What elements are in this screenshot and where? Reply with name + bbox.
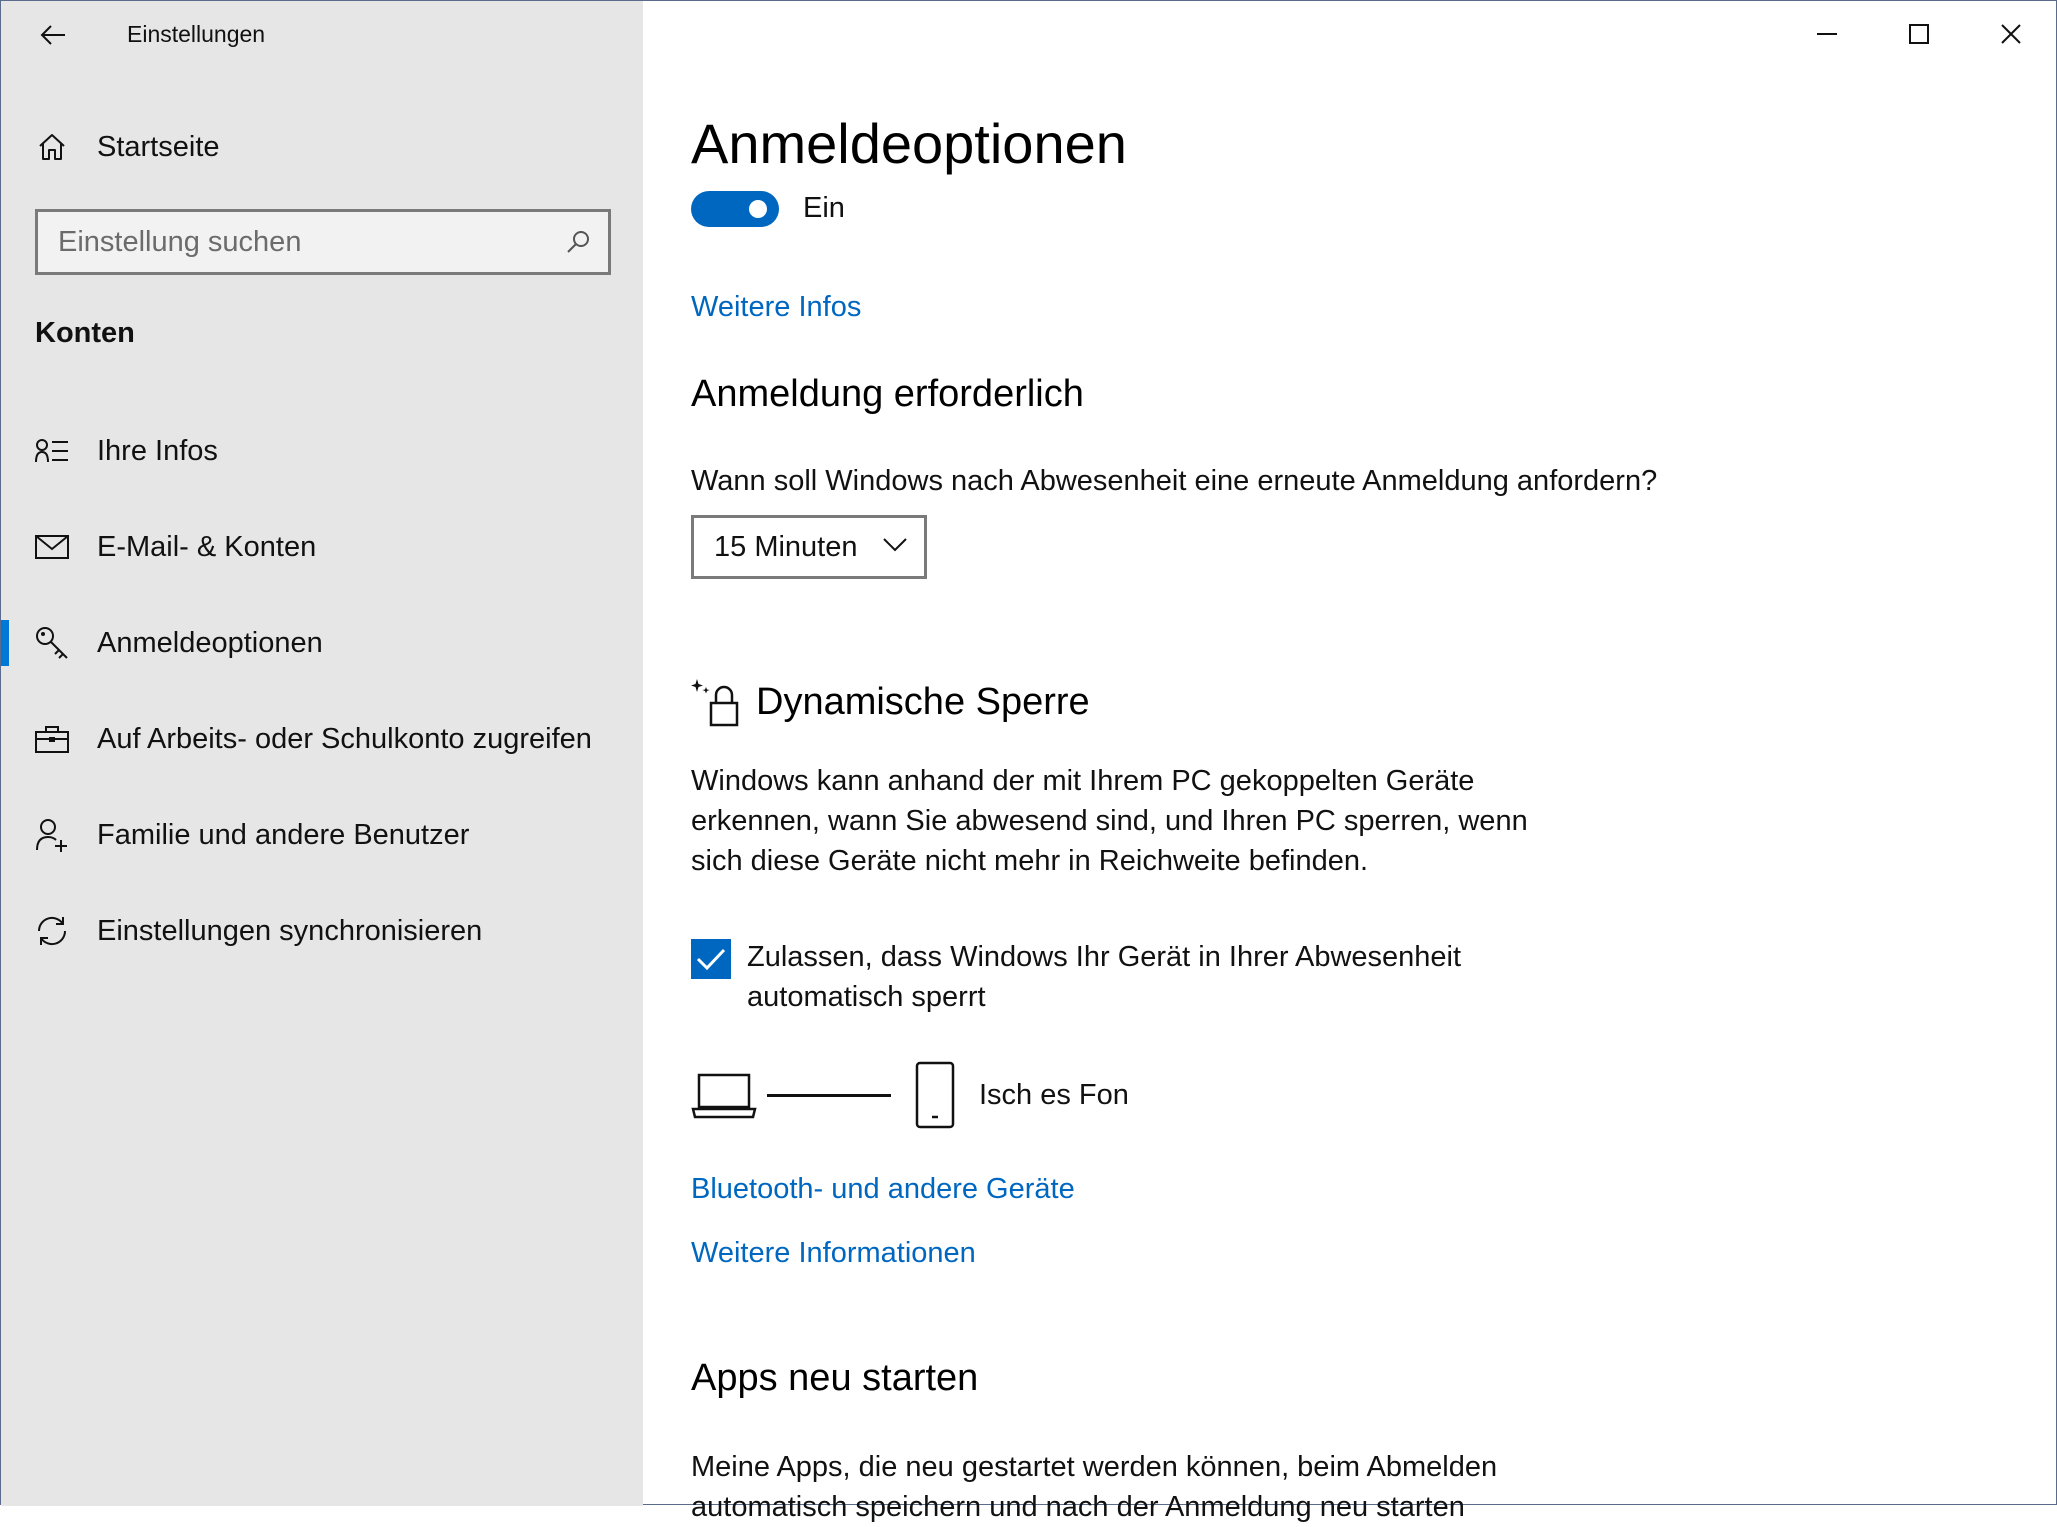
- dynamic-lock-description-line-1: Windows kann anhand der mit Ihrem PC gekoppelten Geräte: [691, 765, 1475, 797]
- toggle-knob: [749, 200, 767, 218]
- checkbox-label-line-1: Zulassen, dass Windows Ihr Gerät in Ihrer Abwesenheit: [747, 941, 1462, 973]
- app-title: Einstellungen: [127, 21, 266, 47]
- mail-icon: [31, 526, 73, 568]
- key-icon: [31, 622, 73, 664]
- add-user-icon: [31, 814, 73, 856]
- sidebar-item-label: E-Mail- & Konten: [97, 530, 317, 563]
- search-box: [35, 209, 611, 275]
- selection-indicator: [1, 620, 9, 666]
- search-icon[interactable]: [548, 212, 608, 272]
- paired-device-row: [691, 1061, 1391, 1131]
- home-button[interactable]: [31, 121, 611, 173]
- sidebar-item-synchronisieren[interactable]: [1, 896, 643, 966]
- dynamic-lock-heading: Dynamische Sperre: [756, 681, 1090, 723]
- restart-apps-description-line-1: Meine Apps, die neu gestartet werden können, beim Abmelden: [691, 1451, 1498, 1483]
- paired-device-name: Isch es Fon: [979, 1079, 1129, 1111]
- sidebar-item-label: Ihre Infos: [97, 434, 218, 467]
- sync-icon: [31, 910, 73, 952]
- dynamic-lock-description-line-3: sich diese Geräte nicht mehr in Reichweite befinden.: [691, 845, 1369, 877]
- back-arrow-icon: [40, 24, 66, 46]
- sidebar-item-label: Familie und andere Benutzer: [97, 818, 470, 851]
- toggle-state-label: Ein: [803, 192, 845, 224]
- laptop-icon: [691, 1073, 757, 1119]
- sidebar-item-familie[interactable]: [1, 800, 643, 870]
- restart-apps-heading: Apps neu starten: [691, 1357, 979, 1399]
- sidebar-item-label: Auf Arbeits- oder Schulkonto zugreifen: [97, 722, 592, 755]
- dynamic-lock-icon: [691, 677, 741, 727]
- sidebar-item-email[interactable]: [1, 512, 643, 582]
- dynamic-lock-description-line-2: erkennen, wann Sie abwesend sind, und Ihren PC sperren, wenn: [691, 805, 1528, 837]
- dropdown-value: 15 Minuten: [714, 530, 858, 563]
- minimize-button[interactable]: [1781, 1, 1873, 67]
- section-title: Konten: [35, 317, 135, 349]
- signin-timeout-dropdown[interactable]: [691, 515, 927, 579]
- more-info-link[interactable]: Weitere Infos: [691, 291, 862, 323]
- page-title: Anmeldeoptionen: [691, 112, 1127, 175]
- signin-required-heading: Anmeldung erforderlich: [691, 373, 1084, 415]
- minimize-icon: [1816, 23, 1838, 45]
- checkbox-label-line-2: automatisch sperrt: [747, 981, 986, 1013]
- restart-apps-description-line-2: automatisch speichern und nach der Anmeldung neu starten: [691, 1491, 1465, 1523]
- toggle-switch[interactable]: [691, 191, 779, 227]
- dynamic-lock-checkbox-label[interactable]: [747, 937, 1547, 1017]
- sidebar-item-ihre-infos[interactable]: [1, 416, 643, 486]
- dynamic-lock-checkbox[interactable]: [691, 939, 731, 979]
- sidebar-item-label: Anmeldeoptionen: [97, 626, 323, 659]
- signin-required-question: Wann soll Windows nach Abwesenheit eine erneute Anmeldung anfordern?: [691, 465, 1658, 497]
- maximize-button[interactable]: [1873, 1, 1965, 67]
- more-information-link[interactable]: Weitere Informationen: [691, 1237, 976, 1269]
- back-button[interactable]: [31, 15, 75, 55]
- home-label: Startseite: [97, 130, 220, 163]
- search-input[interactable]: [38, 226, 548, 259]
- contact-info-icon: [31, 430, 73, 472]
- briefcase-icon: [31, 718, 73, 760]
- checkmark-icon: [696, 947, 726, 971]
- sidebar: [1, 1, 643, 1506]
- home-icon: [31, 126, 73, 168]
- close-button[interactable]: [1965, 1, 2057, 67]
- connection-line: [767, 1094, 891, 1097]
- sidebar-item-label: Einstellungen synchronisieren: [97, 914, 483, 947]
- phone-icon: [915, 1061, 955, 1129]
- close-icon: [2000, 23, 2022, 45]
- maximize-icon: [1908, 23, 1930, 45]
- chevron-down-icon: [882, 536, 908, 552]
- bluetooth-devices-link[interactable]: Bluetooth- und andere Geräte: [691, 1173, 1075, 1205]
- sidebar-item-anmeldeoptionen[interactable]: [1, 608, 643, 678]
- sidebar-item-arbeitskonto[interactable]: [1, 704, 643, 774]
